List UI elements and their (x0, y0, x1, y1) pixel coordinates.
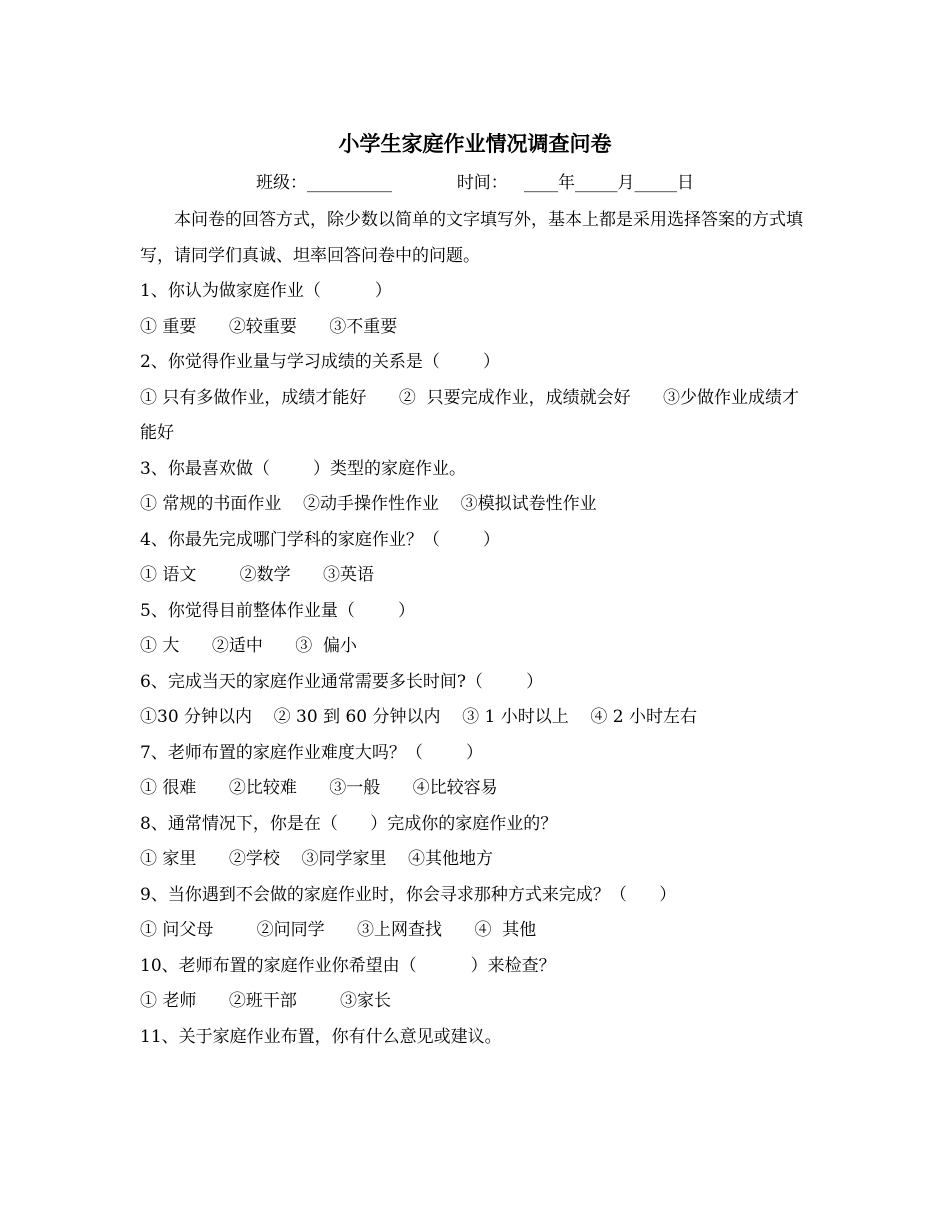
question-10: 10、老师布置的家庭作业你希望由（ ）来检查？ (140, 955, 556, 976)
date-field[interactable]: ____年_____月_____日 (524, 173, 695, 193)
question-5: 5、你觉得目前整体作业量（ ） (140, 600, 416, 621)
options-9: ① 问父母 ②问同学 ③上网查找 ④ 其他 (140, 920, 537, 940)
question-2: 2、你觉得作业量与学习成绩的关系是（ ） (140, 352, 501, 372)
questionnaire-body (140, 202, 815, 1055)
options-5: ① 大 ②适中 ③ 偏小 (140, 636, 358, 656)
options-10: ① 老师 ②班干部 ③家长 (140, 991, 392, 1011)
options-1: ① 重要 ②较重要 ③不重要 (140, 316, 398, 337)
options-8: ① 家里 ②学校 ③同学家里 ④其他地方 (140, 849, 494, 869)
header-fields (0, 168, 950, 193)
question-9: 9、当你遇到不会做的家庭作业时，你会寻求那种方式来完成？（ ） (140, 884, 677, 905)
options-6: ①30 分钟以内 ② 30 到 60 分钟以内 ③ 1 小时以上 ④ 2 小时左右 (140, 707, 698, 727)
question-1: 1、你认为做家庭作业（ ） (140, 281, 392, 301)
question-7: 7、老师布置的家庭作业难度大吗？（ ） (140, 742, 484, 763)
question-6: 6、完成当天的家庭作业通常需要多长时间?（ ） (140, 671, 544, 692)
question-11: 11、关于家庭作业布置，你有什么意见或建议。 (140, 1026, 502, 1047)
question-4: 4、你最先完成哪门学科的家庭作业？（ ） (140, 529, 501, 550)
class-field[interactable]: 班级：__________ (255, 173, 392, 193)
question-8: 8、通常情况下，你是在（ ）完成你的家庭作业的？ (140, 813, 558, 834)
options-2: ① 只有多做作业，成绩才能好 ② 只要完成作业，成绩就会好 ③少做作业成绩才能好 (140, 387, 800, 443)
options-4: ① 语文 ②数学 ③英语 (140, 565, 375, 585)
time-label: 时间： (456, 173, 508, 193)
question-3: 3、你最喜欢做（ ）类型的家庭作业。 (140, 458, 467, 479)
options-3: ① 常规的书面作业 ②动手操作性作业 ③模拟试卷性作业 (140, 494, 597, 514)
options-7: ① 很难 ②比较难 ③一般 ④比较容易 (140, 778, 498, 798)
document-title: 小学生家庭作业情况调查问卷 (338, 131, 612, 156)
intro-paragraph: 本问卷的回答方式，除少数以简单的文字填写外，基本上都是采用选择答案的方式填写，请同学们真诚、坦率回答问卷中的问题。 (140, 210, 803, 266)
